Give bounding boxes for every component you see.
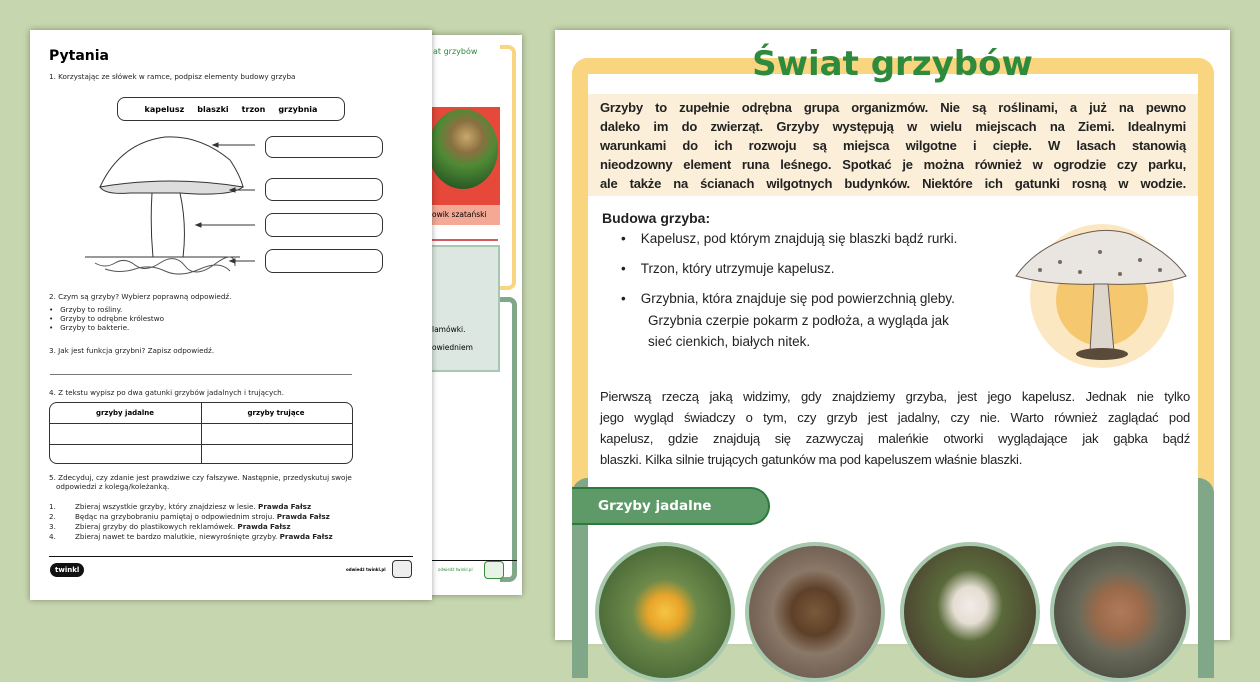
info-text: lamówki.: [432, 325, 466, 334]
table-header: grzyby trujące: [247, 409, 305, 417]
question-5-cont: odpowiedzi z kolegą/koleżanką.: [56, 482, 170, 491]
badge-icon: [392, 560, 412, 578]
answer-box[interactable]: [265, 249, 383, 273]
word: kapelusz: [144, 104, 185, 114]
footer-url[interactable]: odwiedź twinkl.pl: [438, 567, 473, 572]
question-2: 2. Czym są grzyby? Wybierz poprawną odpowiedź.: [49, 292, 232, 301]
answer-box[interactable]: [265, 178, 383, 201]
word-bank: [117, 97, 345, 121]
info-text: owiedniem: [432, 343, 473, 352]
word: blaszki: [197, 104, 229, 114]
statement-item: 1. Zbieraj wszystkie grzyby, który znajdziesz w lesie. Prawda Fałsz: [49, 502, 312, 511]
bullet-item: • Grzybnia, która znajduje się pod powierzchnią gleby.: [621, 291, 955, 306]
info-box: [432, 245, 500, 372]
bay-bolete-photo: [1050, 542, 1190, 682]
question-3: 3. Jak jest funkcja grzybni? Zapisz odpowiedź.: [49, 346, 215, 355]
intro-line: nieodzowny element runa leśnego. Spotkać je można również w ogrodzie czy parku,: [600, 157, 1186, 172]
chanterelle-photo: [595, 542, 735, 682]
option: • Grzyby to odrębne królestwo: [49, 314, 165, 323]
parasol-mushroom-illustration: [1010, 212, 1190, 372]
worksheet-questions-page: [30, 30, 432, 600]
word: grzybnia: [278, 104, 318, 114]
paragraph-line: jego wygląd świadczy o tym, czy grzyb jest jadalny, czy nie. Warto również zaglądać pod: [600, 410, 1190, 425]
question-4: 4. Z tekstu wypisz po dwa gatunki grzybów jadalnych i trujących.: [49, 388, 285, 397]
paragraph: [600, 386, 1190, 470]
yellow-frame: [500, 45, 516, 290]
bullet-item: • Kapelusz, pod którym znajdują się blaszki bądź rurki.: [621, 231, 958, 246]
section-tab-edible: Grzyby jadalne: [572, 487, 770, 525]
intro-line: warunkami do ich rozwoju są miejsca wilgotne i ciepłe. W lasach stanowią: [600, 138, 1186, 153]
green-frame: [500, 297, 517, 582]
question-1: 1. Korzystając ze słówek w ramce, podpisz elementy budowy grzyba: [49, 72, 296, 81]
intro-line: ale także na ścianach wilgotnych budynków. Niektóre ich gatunki rosną w wodzie.: [600, 176, 1186, 191]
paragraph-line: kapelusz, gdzie znajdują się zazwyczaj maleńkie otworki wyglądające jak gąbka bądź: [600, 431, 1190, 446]
intro-line: daleko im do zwierząt. Grzyby występują w wielu miejscach na Ziemi. Idealnymi: [600, 119, 1186, 134]
mushroom-label: owik szatański: [432, 205, 500, 225]
statement-item: 4. Zbieraj nawet te bardzo malutkie, niewyrośnięte grzyby. Prawda Fałsz: [49, 532, 333, 541]
porcini-photo: [745, 542, 885, 682]
paragraph-line: blaszki. Kilka silnie trujących gatunków ma pod kapeluszem właśnie blaszki.: [600, 452, 1023, 467]
answer-box[interactable]: [265, 213, 383, 237]
badge-icon: [484, 561, 504, 579]
word: trzon: [241, 104, 266, 114]
bullet-continuation: sieć cienkich, białych nitek.: [648, 334, 811, 349]
bullet-continuation: Grzybnia czerpie pokarm z podłoża, a wygląda jak: [648, 313, 949, 328]
footer-url[interactable]: odwiedź twinkl.pl: [346, 567, 386, 572]
divider: [432, 239, 498, 241]
info-sheet-page: [555, 30, 1230, 640]
footer-divider: [49, 556, 413, 557]
table-header: grzyby jadalne: [95, 409, 155, 417]
intro-box: [588, 94, 1198, 196]
answer-box[interactable]: [265, 136, 383, 158]
page-title-fragment: at grzybów: [433, 47, 478, 56]
statement-item: 3. Zbieraj grzyby do plastikowych reklamówek. Prawda Fałsz: [49, 522, 291, 531]
mushroom-photo: [428, 109, 498, 189]
section-heading: Budowa grzyba:: [602, 210, 711, 226]
option: • Grzyby to bakterie.: [49, 323, 130, 332]
page-title: Świat grzybów: [752, 44, 1033, 84]
page-title: Pytania: [49, 48, 109, 64]
option: • Grzyby to rośliny.: [49, 305, 123, 314]
intro-line: Grzyby to zupełnie odrębna grupa organizmów. Nie są roślinami, a już na pewno: [600, 100, 1186, 115]
answer-line[interactable]: [50, 374, 352, 375]
bullet-item: • Trzon, który utrzymuje kapelusz.: [621, 261, 835, 276]
statement-item: 2. Będąc na grzybobraniu pamiętaj o odpowiednim stroju. Prawda Fałsz: [49, 512, 330, 521]
twinkl-logo: twinkl: [50, 563, 84, 577]
paragraph-line: Pierwszą rzeczą jaką widzimy, gdy znajdziemy grzyba, jest jego kapelusz. Jednak nie tylko: [600, 389, 1190, 404]
question-5: 5. Zdecyduj, czy zdanie jest prawdziwe czy fałszywe. Następnie, przedyskutuj swoje: [49, 473, 352, 482]
statement-list: [49, 502, 333, 542]
species-table: [49, 402, 353, 464]
parasol-photo: [900, 542, 1040, 682]
